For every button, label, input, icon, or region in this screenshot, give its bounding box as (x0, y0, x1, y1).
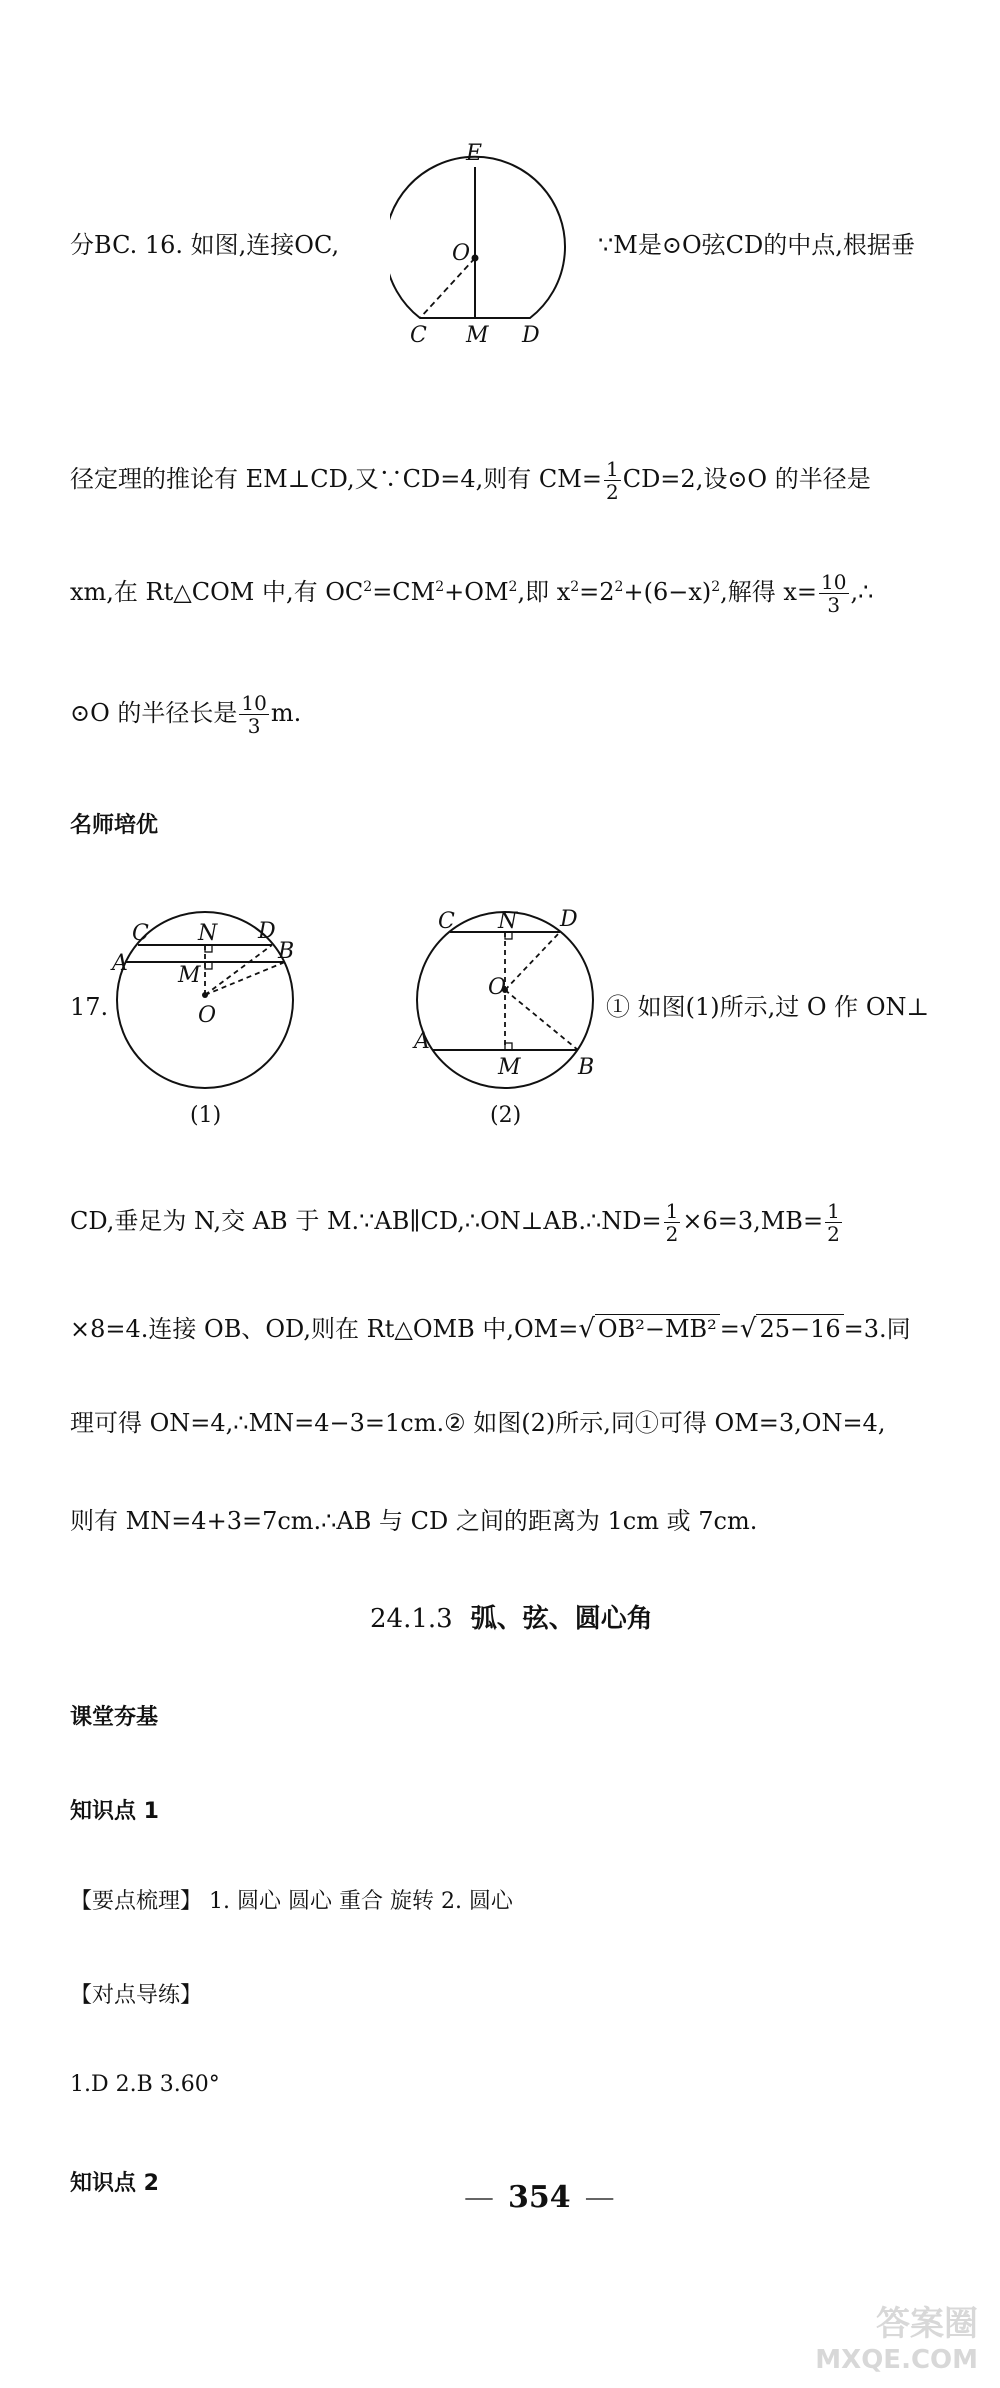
p16-figure (390, 140, 590, 360)
p17-number: 17. (70, 993, 109, 1021)
fraction: $\frac{10}{3}$ (241, 691, 267, 738)
svg-text:C: C (132, 921, 149, 946)
p17-figure-1 (110, 890, 310, 1130)
p16-line1 (70, 228, 339, 262)
knowledge-point-2: 知识点 2 (70, 2171, 159, 2196)
svg-text:O: O (488, 975, 507, 1000)
watermark-logo: 答案圈 MXQE.COM (815, 2304, 978, 2375)
p17-line4: 理可得 ON=4,∴MN=4−3=1cm.② 如图(2)所示,同①可得 OM=3,ON=4, (70, 1409, 886, 1437)
svg-text:B: B (278, 939, 295, 964)
svg-text:A: A (414, 1029, 430, 1054)
svg-text:M: M (178, 963, 201, 988)
p16-line1-after: ∵M是⊙O弦CD的中点,根据垂 (598, 231, 915, 259)
fraction: $\frac{1}{2}$ (605, 457, 619, 504)
label-E: E (466, 141, 483, 166)
svg-text:D: D (258, 919, 276, 944)
sqrt-radicand-1: OB²−MB² (595, 1314, 720, 1343)
p17-figure-2 (410, 890, 610, 1130)
svg-text:C: C (438, 909, 455, 934)
knowledge-point-1: 知识点 1 (70, 1799, 159, 1824)
p17-line3: ×8=4.连接 OB、OD,则在 Rt△OMB 中,OM=√ OB²−MB² =√ 25−16 =3.同 (70, 1314, 911, 1344)
label-O: O (452, 241, 471, 266)
section-ketang: 课堂夯基 (70, 1705, 159, 1730)
svg-text:M: M (498, 1055, 521, 1080)
svg-text:D: D (560, 907, 578, 932)
svg-text:N: N (198, 921, 218, 946)
svg-text:O: O (198, 1003, 217, 1028)
fig1-caption: (1) (190, 1103, 222, 1128)
p16-line4: ⊙O 的半径长是 $\frac{10}{3}$ m. (70, 691, 302, 738)
answers-line: 1.D 2.B 3.60° (70, 2072, 220, 2097)
yaodian-line: 【要点梳理】 1. 圆心 圆心 重合 旋转 2. 圆心 (70, 1889, 513, 1914)
fraction: $\frac{1}{2}$ (665, 1199, 679, 1246)
duidian-heading: 【对点导练】 (70, 1983, 203, 2008)
fraction: $\frac{10}{3}$ (821, 570, 847, 617)
page-number: — 354 — (464, 2180, 615, 2215)
label-C: C (410, 323, 427, 348)
p16-line3: xm,在 Rt△COM 中,有 $OC^2=CM^2+OM^2$,即 $x^2=2^2+(6-x)^2$,解得 x= $\frac{10}{3}$ ,∴ (70, 570, 874, 617)
p16-line2: 径定理的推论有 EM⊥CD,又∵CD=4,则有 CM= $\frac{1}{2}$ CD=2,设⊙O 的半径是 (70, 457, 871, 504)
svg-text:N: N (498, 909, 518, 934)
svg-text:A: A (112, 951, 128, 976)
sqrt-radicand-2: 25−16 (756, 1314, 843, 1343)
fig2-caption: (2) (490, 1103, 522, 1128)
p17-line1-after: ① 如图(1)所示,过 O 作 ON⊥ (606, 993, 930, 1021)
svg-text:B: B (578, 1055, 595, 1080)
p16-prefix: 分BC. 16. 如图,连接OC, (70, 231, 340, 259)
section-title: 24.1.3 弧、弦、圆心角 (370, 1604, 653, 1634)
fraction: $\frac{1}{2}$ (827, 1199, 840, 1246)
p17-line2: CD,垂足为 N,交 AB 于 M.∵AB∥CD,∴ON⊥AB.∴ND= $\frac{1}{2}$ ×6=3,MB= $\frac{1}{2}$ (70, 1199, 840, 1246)
p17-line5: 则有 MN=4+3=7cm.∴AB 与 CD 之间的距离为 1cm 或 7cm. (70, 1507, 758, 1535)
label-D: D (522, 323, 540, 348)
section-mingshi: 名师培优 (70, 813, 159, 838)
label-M: M (466, 323, 489, 348)
